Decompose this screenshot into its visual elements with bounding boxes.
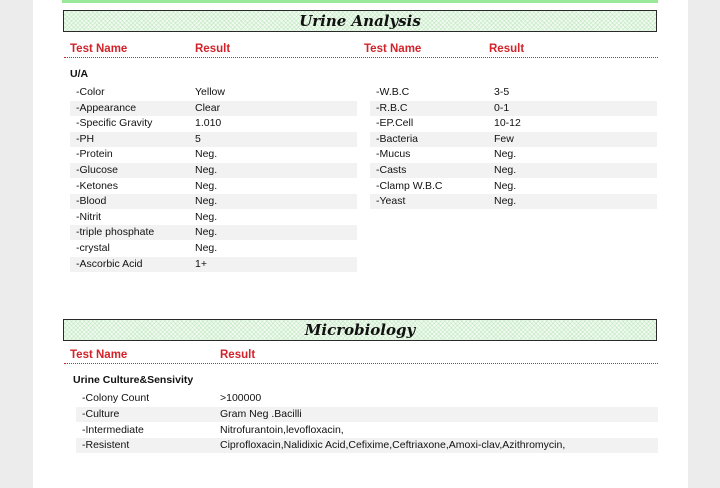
test-name: -PH bbox=[76, 132, 95, 145]
test-name: -Colony Count bbox=[82, 392, 150, 404]
table-row bbox=[70, 101, 357, 116]
test-name: -Resistent bbox=[82, 439, 130, 452]
test-result: Neg. bbox=[195, 148, 218, 161]
table-row bbox=[70, 85, 357, 100]
test-name: -Glucose bbox=[76, 164, 119, 176]
micro-col-result: Result bbox=[220, 349, 256, 361]
table-row bbox=[76, 407, 658, 422]
test-result: Gram Neg .Bacilli bbox=[220, 407, 302, 420]
test-result: Neg. bbox=[195, 210, 218, 223]
test-result: 3-5 bbox=[494, 86, 510, 98]
table-row bbox=[70, 163, 357, 178]
test-result: Neg. bbox=[494, 179, 517, 192]
test-name: -Appearance bbox=[76, 101, 137, 114]
table-row bbox=[70, 194, 357, 209]
table-row bbox=[370, 163, 657, 178]
table-row bbox=[370, 147, 657, 162]
test-result: Neg. bbox=[494, 195, 517, 208]
table-row bbox=[76, 438, 658, 453]
test-result: Neg. bbox=[195, 226, 218, 239]
test-result: 5 bbox=[195, 132, 201, 145]
test-result: Clear bbox=[195, 101, 221, 114]
test-result: Ciprofloxacin,Nalidixic Acid,Cefixime,Ceftriaxone,Amoxi-clav,Azithromycin, bbox=[220, 439, 566, 452]
test-name: -Yeast bbox=[376, 195, 406, 208]
test-result: Yellow bbox=[195, 86, 225, 98]
test-result: >100000 bbox=[220, 392, 262, 404]
test-name: -EP.Cell bbox=[376, 117, 414, 130]
table-row bbox=[70, 257, 357, 272]
test-name: -triple phosphate bbox=[76, 226, 155, 239]
test-name: -R.B.C bbox=[376, 101, 408, 114]
test-name: -Specific Gravity bbox=[76, 117, 153, 130]
test-result: 1+ bbox=[195, 257, 207, 270]
test-result: 1.010 bbox=[195, 117, 222, 130]
ua-group-title: U/A bbox=[70, 68, 89, 80]
test-result: 10-12 bbox=[494, 117, 521, 130]
table-row bbox=[70, 225, 357, 240]
test-name: -Nitrit bbox=[76, 210, 102, 223]
urine-analysis-header bbox=[63, 10, 657, 32]
table-row bbox=[70, 132, 357, 147]
test-result: Neg. bbox=[195, 179, 218, 192]
table-row bbox=[370, 101, 657, 116]
col-test-name-2: Test Name bbox=[364, 43, 422, 55]
table-row bbox=[70, 147, 357, 162]
test-name: -W.B.C bbox=[376, 86, 410, 98]
micro-col-test-name: Test Name bbox=[70, 349, 128, 361]
table-row bbox=[370, 194, 657, 209]
test-name: -crystal bbox=[76, 242, 110, 254]
col-result: Result bbox=[195, 43, 231, 55]
table-row bbox=[70, 116, 357, 131]
test-name: -Ketones bbox=[76, 179, 119, 192]
test-name: -Culture bbox=[82, 407, 120, 420]
col-test-name: Test Name bbox=[70, 43, 128, 55]
table-row bbox=[76, 391, 658, 406]
table-row bbox=[370, 85, 657, 100]
culture-group-title: Urine Culture&Sensivity bbox=[73, 374, 194, 386]
test-result: Neg. bbox=[494, 164, 517, 176]
table-row bbox=[76, 423, 658, 438]
urine-analysis-title: Urine Analysis bbox=[299, 12, 421, 30]
test-name: -Blood bbox=[76, 195, 107, 208]
test-result: Neg. bbox=[195, 195, 218, 208]
test-result: Neg. bbox=[494, 148, 517, 161]
table-row bbox=[370, 132, 657, 147]
microbiology-title: Microbiology bbox=[304, 321, 416, 339]
test-result: Few bbox=[494, 132, 514, 145]
test-result: 0-1 bbox=[494, 101, 510, 114]
table-row bbox=[70, 210, 357, 225]
test-name: -Clamp W.B.C bbox=[376, 179, 443, 192]
table-row bbox=[70, 179, 357, 194]
table-row bbox=[370, 179, 657, 194]
urine-header-divider bbox=[64, 57, 658, 58]
test-name: -Bacteria bbox=[376, 132, 419, 145]
table-row bbox=[70, 241, 357, 256]
col-result-2: Result bbox=[489, 43, 525, 55]
top-divider bbox=[62, 0, 658, 3]
test-name: -Intermediate bbox=[82, 423, 144, 436]
test-name: -Casts bbox=[376, 164, 407, 176]
table-row bbox=[370, 116, 657, 131]
test-name: -Ascorbic Acid bbox=[76, 257, 143, 270]
test-name: -Color bbox=[76, 86, 105, 98]
test-name: -Protein bbox=[76, 148, 113, 161]
test-result: Neg. bbox=[195, 242, 218, 254]
test-result: Neg. bbox=[195, 164, 218, 176]
microbiology-header bbox=[63, 319, 657, 341]
test-name: -Mucus bbox=[376, 148, 411, 161]
test-result: Nitrofurantoin,levofloxacin, bbox=[220, 423, 344, 436]
micro-header-divider bbox=[64, 363, 658, 364]
